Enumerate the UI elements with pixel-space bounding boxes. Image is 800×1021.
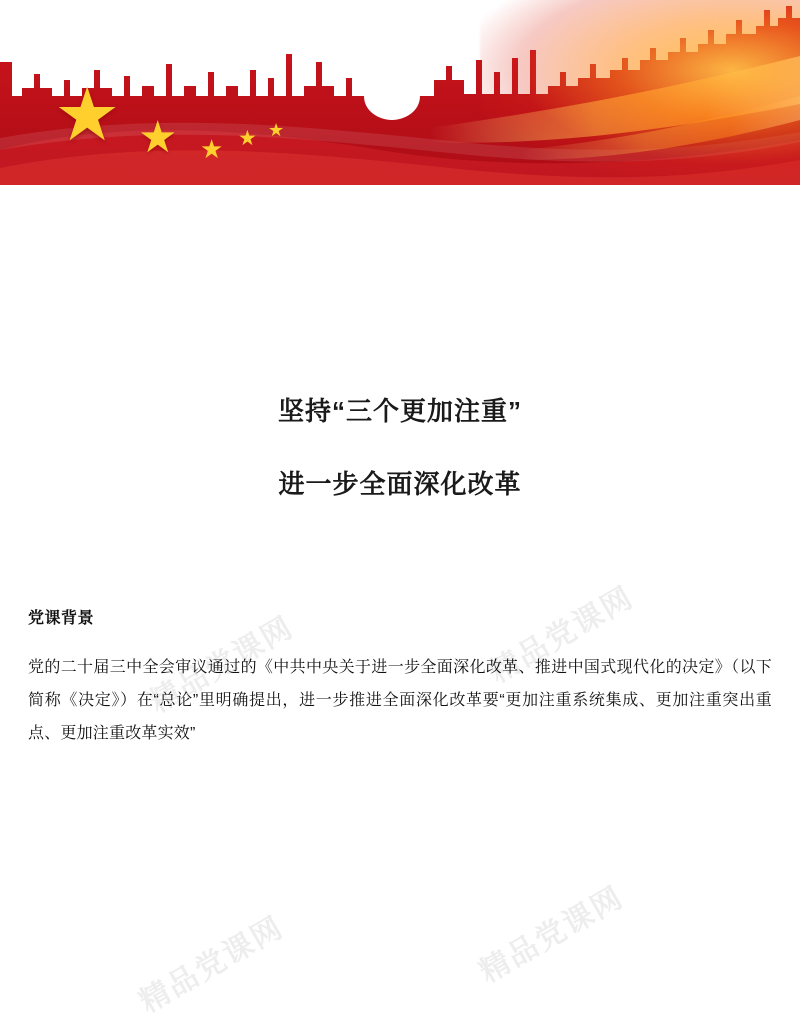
section-heading-background: 党课背景 [28, 610, 95, 627]
star-medium: ★ [138, 113, 178, 162]
watermark-3: 精品党课网 [134, 910, 290, 1020]
watermark-1: 精品党课网 [144, 610, 300, 720]
document-page [0, 395, 800, 1020]
star-small-3: ★ [268, 120, 285, 140]
body-paragraph: 党的二十届三中全会审议通过的《中共中央关于进一步全面深化改革、推进中国式现代化的决定》（以下简称《决定》）在“总论”里明确提出，进一步推进全面深化改革要“更加注重系统集成、更加注重突出重点、更加注重改革实效” [28, 659, 772, 742]
watermark-4: 精品党课网 [474, 880, 630, 990]
star-large: ★ [54, 73, 121, 156]
page-title-line-1: 坚持“三个更加注重” [277, 396, 522, 426]
five-stars-group [40, 72, 340, 172]
star-small-1: ★ [200, 134, 224, 164]
document-title-block [28, 395, 772, 500]
watermark-2: 精品党课网 [484, 580, 640, 690]
page-title-line-2: 进一步全面深化改革 [278, 468, 522, 499]
star-small-2: ★ [238, 127, 257, 150]
header-banner [0, 0, 800, 185]
